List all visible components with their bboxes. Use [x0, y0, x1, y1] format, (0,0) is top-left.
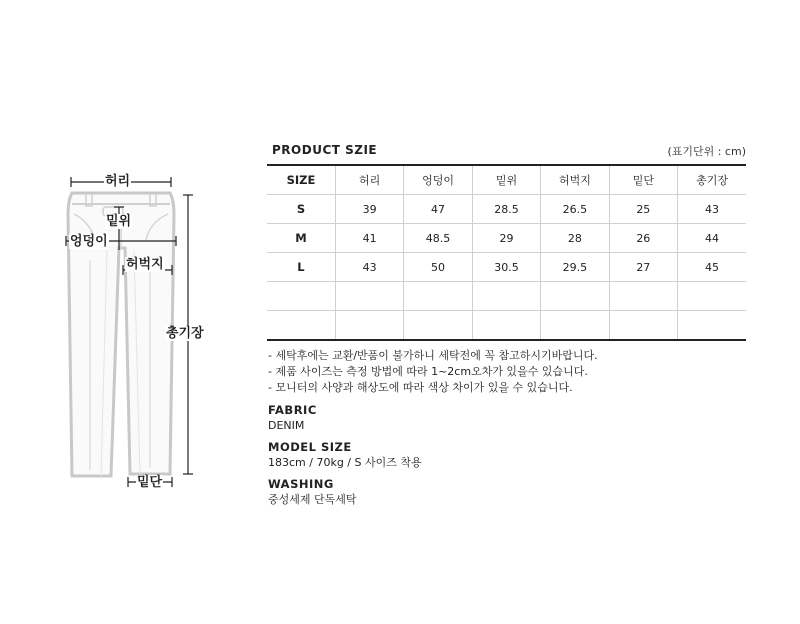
- model-size-heading: MODEL SIZE: [268, 440, 352, 454]
- table-cell: [404, 311, 472, 341]
- header-cell: 밑단: [609, 165, 677, 195]
- table-cell: 39: [335, 195, 403, 224]
- table-cell: 50: [404, 253, 472, 282]
- table-cell: 48.5: [404, 224, 472, 253]
- header-cell: 엉덩이: [404, 165, 472, 195]
- washing-value: 중성세제 단독세탁: [268, 493, 357, 506]
- fabric-section: [268, 403, 317, 433]
- table-cell: 30.5: [472, 253, 540, 282]
- table-row: [267, 311, 746, 341]
- size-cell: L: [267, 253, 335, 282]
- table-cell: [335, 311, 403, 341]
- size-cell: [267, 282, 335, 311]
- rise-label: 밑위: [106, 214, 132, 229]
- table-cell: [335, 282, 403, 311]
- table-cell: 43: [335, 253, 403, 282]
- table-cell: 41: [335, 224, 403, 253]
- hip-label: 엉덩이: [70, 234, 108, 249]
- size-cell: S: [267, 195, 335, 224]
- note-line: - 모니터의 사양과 해상도에 따라 색상 차이가 있을 수 있습니다.: [268, 381, 573, 394]
- size-cell: [267, 311, 335, 341]
- table-cell: [609, 282, 677, 311]
- table-cell: 28: [541, 224, 609, 253]
- product-size-title: PRODUCT SZIE: [272, 143, 378, 157]
- table-header-row: [267, 165, 746, 195]
- table-cell: 27: [609, 253, 677, 282]
- washing-section: [268, 477, 357, 507]
- table-cell: [404, 282, 472, 311]
- table-cell: 29: [472, 224, 540, 253]
- table-cell: [541, 311, 609, 341]
- table-cell: 25: [609, 195, 677, 224]
- table-cell: 47: [404, 195, 472, 224]
- table-row: [267, 195, 746, 224]
- header-cell: 총기장: [678, 165, 746, 195]
- size-cell: M: [267, 224, 335, 253]
- unit-note: (표기단위 : cm): [667, 145, 746, 158]
- table-cell: [609, 311, 677, 341]
- table-cell: 44: [678, 224, 746, 253]
- size-table: [267, 164, 746, 341]
- fabric-heading: FABRIC: [268, 403, 317, 417]
- table-cell: [678, 311, 746, 341]
- table-cell: 26.5: [541, 195, 609, 224]
- table-cell: [472, 282, 540, 311]
- header-cell: 밑위: [472, 165, 540, 195]
- table-cell: 29.5: [541, 253, 609, 282]
- hem-label: 밑단: [137, 475, 163, 490]
- note-line: - 세탁후에는 교환/반품이 불가하니 세탁전에 꼭 참고하시기바랍니다.: [268, 349, 598, 362]
- table-cell: 28.5: [472, 195, 540, 224]
- model-size-value: 183cm / 70kg / S 사이즈 착용: [268, 456, 422, 469]
- table-cell: 43: [678, 195, 746, 224]
- header-cell: 허리: [335, 165, 403, 195]
- table-row: [267, 224, 746, 253]
- model-size-section: [268, 440, 422, 470]
- washing-heading: WASHING: [268, 477, 334, 491]
- header-cell: 허벅지: [541, 165, 609, 195]
- table-cell: [472, 311, 540, 341]
- thigh-label: 허벅지: [126, 257, 164, 272]
- table-row: [267, 282, 746, 311]
- length-label: 총기장: [166, 326, 204, 341]
- waist-label: 허리: [105, 174, 131, 189]
- table-row: [267, 253, 746, 282]
- table-cell: [678, 282, 746, 311]
- note-line: - 제품 사이즈는 측정 방법에 따라 1~2cm오차가 있을수 있습니다.: [268, 365, 588, 378]
- table-cell: 45: [678, 253, 746, 282]
- header-cell: SIZE: [267, 165, 335, 195]
- pants-outline-illustration: [0, 0, 260, 624]
- table-cell: [541, 282, 609, 311]
- pants-diagram: [0, 0, 260, 624]
- care-notes: [268, 348, 598, 396]
- fabric-value: DENIM: [268, 419, 305, 432]
- table-cell: 26: [609, 224, 677, 253]
